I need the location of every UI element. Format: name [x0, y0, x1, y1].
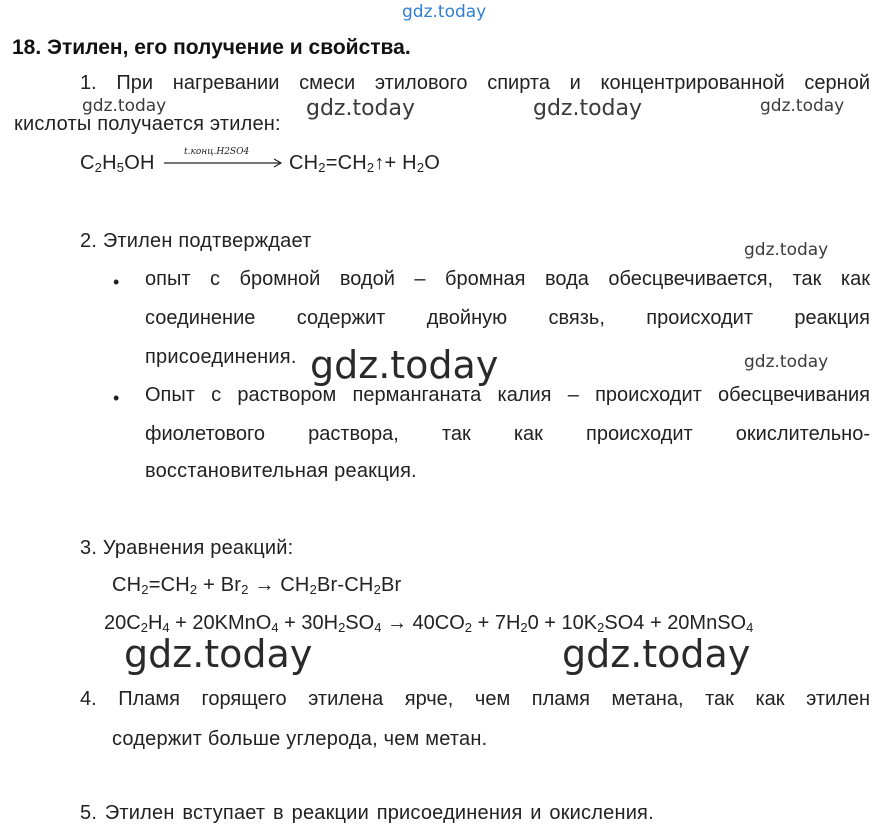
- reactant: $C_2H_5OH$: [80, 152, 155, 175]
- bullet2-line1: Опыт с раствором перманганата калия – происходит обесцвечивания: [145, 384, 870, 406]
- bullet-dot: •: [113, 388, 120, 408]
- reaction-arrow: [162, 147, 286, 171]
- bullet1-line1: опыт с бромной водой – бромная вода обесцвечивается, так как: [145, 268, 870, 290]
- reaction-products: $CH_2=CH_2↑+ H_2O$: [289, 152, 441, 175]
- watermark: gdz.today: [760, 96, 845, 116]
- equation-2: $20C_2H_4$ + 20KMnO$_4$ + $30H_2SO_4 \to 40CO_2 + 7H_20 + 10K_2SO4$ + 20MnSO$_4$: [104, 612, 754, 635]
- item1-line1: 1. При нагревании смеси этилового спирта и концентрированной серной: [80, 72, 870, 94]
- watermark: gdz.today: [82, 96, 167, 116]
- item4-line1: 4. Пламя горящего этилена ярче, чем пламя метана, так как этилен: [80, 688, 870, 710]
- watermark: gdz.today: [744, 352, 829, 372]
- watermark: gdz.today: [744, 240, 829, 260]
- section-title: 18. Этилен, его получение и свойства.: [12, 36, 411, 59]
- arrow-icon: [162, 147, 286, 171]
- watermark-large: gdz.today: [310, 343, 499, 387]
- watermark-top: gdz.today: [402, 2, 487, 22]
- reaction-1: [80, 152, 155, 175]
- item3-intro: 3. Уравнения реакций:: [80, 537, 294, 559]
- reaction-condition: t.конц.H2SO4: [184, 147, 250, 157]
- item4-line2: содержит больше углерода, чем метан.: [112, 728, 488, 750]
- bullet2-line2: фиолетового раствора, так как происходит окислительно-: [145, 423, 870, 445]
- item1-line2: кислоты получается этилен:: [14, 113, 281, 135]
- item5-line1: 5. Этилен вступает в реакции присоединения и окисления.: [80, 802, 654, 824]
- watermark-large: gdz.today: [562, 632, 751, 676]
- watermark: gdz.today: [306, 96, 416, 121]
- watermark-large: gdz.today: [124, 632, 313, 676]
- bullet-dot: •: [113, 272, 120, 292]
- bullet2-line3: восстановительная реакция.: [145, 460, 417, 482]
- bullet1-line2: соединение содержит двойную связь, происходит реакция: [145, 307, 870, 329]
- bullet1-line3: присоединения.: [145, 346, 297, 368]
- watermark: gdz.today: [533, 96, 643, 121]
- item2-intro: 2. Этилен подтверждает: [80, 230, 312, 252]
- equation-1: $CH_2=CH_2 + Br_2 \to CH_2Br-CH_2Br$: [112, 574, 402, 597]
